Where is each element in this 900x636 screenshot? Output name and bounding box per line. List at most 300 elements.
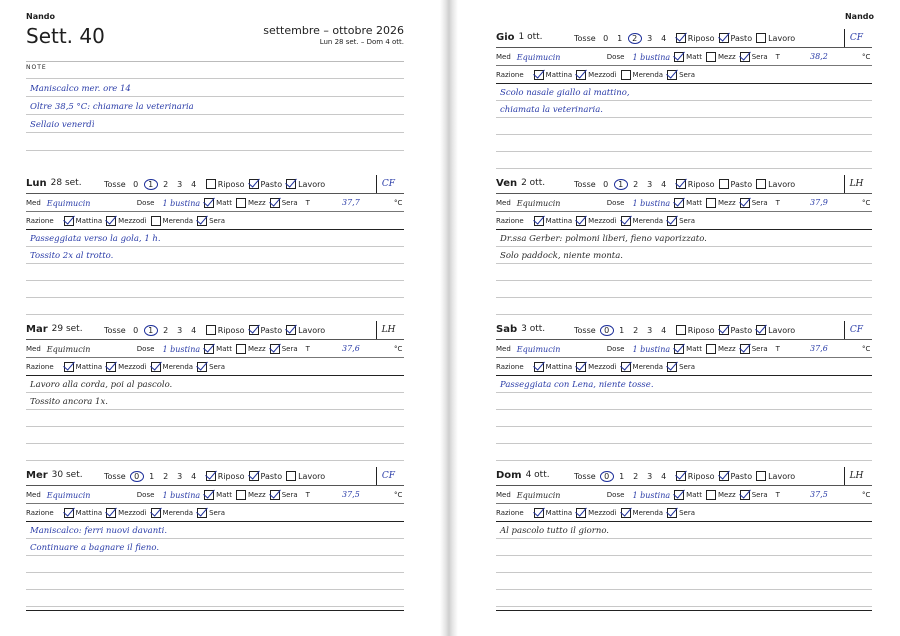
matt-group[interactable] (674, 490, 702, 500)
day-sub-line (26, 211, 404, 212)
cough-level-0: 0 (600, 471, 614, 482)
mezz-label: Mezz (717, 491, 736, 499)
ruled-line (496, 392, 872, 393)
ration-row (496, 69, 699, 81)
sera-checkbox[interactable] (740, 198, 750, 208)
ration-label: Razione (26, 509, 54, 517)
sera-label: Sera (751, 345, 768, 353)
mezz-label: Mezz (247, 491, 266, 499)
merenda-checkbox[interactable] (621, 70, 631, 80)
t-label: T (775, 491, 780, 499)
med-row (496, 489, 780, 501)
ruled-line (496, 572, 872, 573)
mezzodi-checkbox[interactable] (106, 508, 116, 518)
day-header-row (26, 323, 83, 335)
riposo-checkbox[interactable] (676, 471, 686, 481)
t-label: T (775, 53, 780, 61)
cough-row (574, 178, 799, 190)
mattina-group[interactable] (534, 216, 573, 226)
matt-checkbox[interactable] (674, 52, 684, 62)
merenda-group[interactable] (621, 362, 664, 372)
sera-ration-checkbox[interactable] (197, 508, 207, 518)
lavoro-label: Lavoro (768, 325, 796, 335)
matt-label: Matt (216, 199, 232, 207)
riposo-group[interactable] (676, 325, 715, 335)
lavoro-group[interactable] (756, 325, 795, 335)
riposo-checkbox[interactable] (676, 33, 686, 43)
temperature-value: 37,6 (342, 344, 360, 353)
ruled-line (26, 297, 404, 298)
med-label: Med (496, 199, 511, 207)
mezzodi-group[interactable] (576, 70, 616, 80)
page-bottom-line (496, 610, 872, 611)
cough-level-2: 2 (633, 325, 639, 335)
riposo-group[interactable] (676, 33, 715, 43)
merenda-group[interactable] (621, 70, 664, 80)
day-sub-line (26, 339, 404, 340)
mattina-checkbox[interactable] (64, 508, 74, 518)
lavoro-group[interactable] (286, 179, 325, 189)
day-sub-line (496, 357, 872, 358)
dose-value: 1 bustina (162, 490, 201, 500)
matt-label: Matt (686, 199, 702, 207)
pasto-label: Pasto (730, 33, 753, 43)
mezz-group[interactable] (236, 490, 266, 500)
sera-ration-checkbox[interactable] (197, 362, 207, 372)
cough-level-4: 4 (661, 325, 667, 335)
lavoro-checkbox[interactable] (756, 179, 766, 189)
sera-ration-checkbox[interactable] (667, 508, 677, 518)
cough-level-1: 1 (617, 33, 623, 43)
mattina-label: Mattina (545, 363, 573, 371)
lavoro-label: Lavoro (768, 471, 796, 481)
day-header-row (496, 31, 543, 43)
riposo-group[interactable] (676, 179, 715, 189)
sera-ration-group[interactable] (667, 70, 695, 80)
mezz-checkbox[interactable] (236, 490, 246, 500)
mezzodi-checkbox[interactable] (106, 216, 116, 226)
pasto-label: Pasto (260, 471, 283, 481)
med-label: Med (496, 345, 511, 353)
pasto-group[interactable] (249, 179, 283, 189)
sera-ration-checkbox[interactable] (197, 216, 207, 226)
cough-row (574, 32, 799, 44)
week-title: Sett. 40 (26, 24, 105, 48)
mezz-group[interactable] (706, 52, 736, 62)
ration-label: Razione (496, 217, 524, 225)
sera-checkbox[interactable] (740, 52, 750, 62)
matt-checkbox[interactable] (674, 490, 684, 500)
sera-group[interactable] (740, 198, 768, 208)
mezz-group[interactable] (706, 490, 736, 500)
temp-unit: °C (394, 199, 403, 207)
day-name: Sab (496, 323, 518, 335)
cough-level-0: 0 (130, 471, 144, 482)
day-date: 1 ott. (518, 32, 543, 42)
cough-level-0: 0 (133, 179, 139, 189)
t-label: T (305, 345, 310, 353)
day-note: Passeggiata verso la gola, 1 h. (30, 234, 161, 244)
mezzodi-group[interactable] (576, 362, 616, 372)
mattina-checkbox[interactable] (534, 216, 544, 226)
day-header-row (496, 323, 545, 335)
ruled-line (26, 150, 404, 151)
cough-level-2: 2 (163, 179, 169, 189)
med-name: Equimucin (516, 490, 561, 500)
pasto-checkbox[interactable] (719, 33, 729, 43)
day-sub-line (496, 339, 872, 340)
sera-checkbox[interactable] (270, 198, 280, 208)
lavoro-group[interactable] (286, 325, 325, 335)
riposo-checkbox[interactable] (206, 179, 216, 189)
initials-box: LH (844, 175, 868, 193)
lavoro-checkbox[interactable] (286, 325, 296, 335)
ruled-line (496, 117, 872, 118)
merenda-group[interactable] (621, 216, 664, 226)
mezz-checkbox[interactable] (706, 344, 716, 354)
day-ration-line (26, 375, 404, 376)
lavoro-label: Lavoro (298, 471, 326, 481)
page-bottom-line (26, 610, 404, 611)
day-name: Mar (26, 323, 48, 335)
mezz-checkbox[interactable] (236, 198, 246, 208)
mezz-checkbox[interactable] (706, 52, 716, 62)
mattina-checkbox[interactable] (64, 216, 74, 226)
note-text: Sellaio venerdì (30, 120, 95, 130)
matt-group[interactable] (674, 52, 702, 62)
pasto-group[interactable] (249, 471, 283, 481)
merenda-checkbox[interactable] (151, 508, 161, 518)
sera-ration-checkbox[interactable] (667, 216, 677, 226)
mattina-group[interactable] (534, 508, 573, 518)
med-name: Equimucin (516, 344, 561, 354)
ruled-line (496, 409, 872, 410)
riposo-label: Riposo (687, 471, 715, 481)
day-date: 28 set. (50, 178, 82, 188)
day-ration-line (496, 521, 872, 522)
cough-level-1: 1 (149, 471, 155, 481)
matt-group[interactable] (674, 344, 702, 354)
mezzodi-checkbox[interactable] (106, 362, 116, 372)
sera-group[interactable] (740, 344, 768, 354)
pasto-checkbox[interactable] (719, 179, 729, 189)
matt-group[interactable] (204, 344, 232, 354)
day-sub-line (26, 503, 404, 504)
cough-level-1: 1 (144, 325, 158, 336)
ruled-line (26, 132, 404, 133)
pasto-label: Pasto (730, 325, 753, 335)
temperature-value: 37,5 (810, 490, 828, 499)
cough-label: Tosse (104, 471, 126, 481)
cough-row (104, 470, 329, 482)
ruled-line (496, 168, 872, 169)
riposo-label: Riposo (687, 325, 715, 335)
riposo-group[interactable] (206, 471, 245, 481)
left-page (0, 0, 440, 636)
matt-group[interactable] (204, 198, 232, 208)
temperature-value: 37,6 (810, 344, 828, 353)
pasto-group[interactable] (719, 179, 753, 189)
matt-group[interactable] (204, 490, 232, 500)
initials-box: CF (376, 467, 400, 485)
day-note: Lavoro alla corda, poi al pascolo. (30, 380, 173, 390)
temperature-value: 37,9 (810, 198, 828, 207)
ruled-line (26, 409, 404, 410)
ruled-line (496, 297, 872, 298)
med-row (496, 51, 780, 63)
cough-level-3: 3 (647, 179, 653, 189)
day-name: Lun (26, 177, 47, 189)
sera-ration-group[interactable] (667, 362, 695, 372)
dose-label: Dose (136, 345, 155, 353)
cough-row (104, 178, 329, 190)
ration-label: Razione (496, 71, 524, 79)
cough-label: Tosse (574, 325, 596, 335)
mezzodi-checkbox[interactable] (576, 70, 586, 80)
t-label: T (775, 199, 780, 207)
merenda-checkbox[interactable] (151, 216, 161, 226)
pasto-checkbox[interactable] (249, 179, 259, 189)
mezz-group[interactable] (236, 344, 266, 354)
matt-checkbox[interactable] (204, 490, 214, 500)
ruled-line (496, 606, 872, 607)
day-note: chiamata la veterinaria. (500, 105, 603, 115)
mezzodi-label: Mezzodì (588, 217, 617, 225)
mezzodi-group[interactable] (576, 508, 616, 518)
riposo-checkbox[interactable] (206, 471, 216, 481)
matt-checkbox[interactable] (674, 198, 684, 208)
riposo-group[interactable] (676, 471, 715, 481)
cough-level-4: 4 (661, 33, 667, 43)
pasto-checkbox[interactable] (719, 471, 729, 481)
sera-label: Sera (751, 491, 768, 499)
merenda-label: Merenda (632, 509, 664, 517)
med-label: Med (26, 491, 41, 499)
merenda-group[interactable] (151, 216, 194, 226)
ruled-line (496, 246, 872, 247)
mattina-group[interactable] (534, 362, 573, 372)
merenda-checkbox[interactable] (621, 216, 631, 226)
matt-checkbox[interactable] (204, 344, 214, 354)
cough-label: Tosse (574, 179, 596, 189)
sera-group[interactable] (740, 52, 768, 62)
riposo-checkbox[interactable] (676, 325, 686, 335)
riposo-group[interactable] (206, 325, 245, 335)
day-header-row (496, 177, 545, 189)
lavoro-checkbox[interactable] (756, 325, 766, 335)
pasto-group[interactable] (719, 33, 753, 43)
day-name: Dom (496, 469, 522, 481)
lavoro-checkbox[interactable] (756, 471, 766, 481)
sera-group[interactable] (270, 490, 298, 500)
day-date: 30 set. (51, 470, 83, 480)
merenda-label: Merenda (632, 217, 664, 225)
mezzodi-group[interactable] (106, 362, 146, 372)
lavoro-checkbox[interactable] (286, 471, 296, 481)
mezz-checkbox[interactable] (236, 344, 246, 354)
mezz-group[interactable] (706, 344, 736, 354)
mezzodi-group[interactable] (576, 216, 616, 226)
initials-box: LH (376, 321, 400, 339)
pasto-checkbox[interactable] (249, 471, 259, 481)
med-row (496, 197, 780, 209)
ruled-line (496, 314, 872, 315)
pasto-checkbox[interactable] (719, 325, 729, 335)
sera-ration-checkbox[interactable] (667, 70, 677, 80)
mezzodi-label: Mezzodì (118, 217, 147, 225)
ruled-line (496, 443, 872, 444)
mezzodi-checkbox[interactable] (576, 362, 586, 372)
sera-ration-group[interactable] (667, 508, 695, 518)
ruled-line (496, 426, 872, 427)
mattina-checkbox[interactable] (534, 362, 544, 372)
med-label: Med (496, 53, 511, 61)
day-ration-line (496, 83, 872, 84)
cough-level-4: 4 (191, 471, 197, 481)
pasto-group[interactable] (249, 325, 283, 335)
day-note: Passeggiata con Lena, niente tosse. (500, 380, 654, 390)
cough-level-2: 2 (633, 179, 639, 189)
mattina-label: Mattina (75, 363, 103, 371)
dose-value: 1 bustina (162, 198, 201, 208)
dose-label: Dose (606, 53, 625, 61)
horse-name: Nando (26, 12, 56, 21)
mattina-checkbox[interactable] (64, 362, 74, 372)
dose-value: 1 bustina (632, 52, 671, 62)
sera-checkbox[interactable] (740, 490, 750, 500)
sera-checkbox[interactable] (270, 490, 280, 500)
mezzodi-checkbox[interactable] (576, 216, 586, 226)
ration-row (26, 361, 229, 373)
lavoro-group[interactable] (286, 471, 325, 481)
day-sub-line (26, 485, 404, 486)
med-name: Equimucin (46, 490, 91, 500)
mezzodi-group[interactable] (106, 216, 146, 226)
lavoro-group[interactable] (756, 33, 795, 43)
merenda-label: Merenda (162, 363, 194, 371)
matt-label: Matt (216, 491, 232, 499)
lavoro-group[interactable] (756, 471, 795, 481)
cough-level-2: 2 (628, 33, 642, 44)
day-note: Tossito ancora 1x. (30, 397, 108, 407)
lavoro-checkbox[interactable] (756, 33, 766, 43)
riposo-label: Riposo (217, 471, 245, 481)
dose-label: Dose (136, 491, 155, 499)
temperature-value: 38,2 (810, 52, 828, 61)
mezzodi-group[interactable] (106, 508, 146, 518)
mattina-group[interactable] (64, 508, 103, 518)
mezz-group[interactable] (706, 198, 736, 208)
ration-label: Razione (26, 363, 54, 371)
merenda-checkbox[interactable] (621, 362, 631, 372)
sera-group[interactable] (270, 198, 298, 208)
ruled-line (496, 555, 872, 556)
sera-ration-group[interactable] (197, 216, 225, 226)
lavoro-group[interactable] (756, 179, 795, 189)
mezzodi-label: Mezzodì (118, 509, 147, 517)
day-name: Gio (496, 31, 515, 43)
temp-unit: °C (394, 345, 403, 353)
riposo-checkbox[interactable] (676, 179, 686, 189)
lavoro-checkbox[interactable] (286, 179, 296, 189)
sera-checkbox[interactable] (740, 344, 750, 354)
sera-ration-checkbox[interactable] (667, 362, 677, 372)
merenda-checkbox[interactable] (151, 362, 161, 372)
mezzodi-label: Mezzodì (588, 71, 617, 79)
day-note: Tossito 2x al trotto. (30, 251, 114, 261)
sera-ration-label: Sera (679, 71, 695, 79)
cough-row (574, 470, 799, 482)
cough-level-2: 2 (163, 325, 169, 335)
sera-ration-group[interactable] (197, 362, 225, 372)
sera-ration-group[interactable] (667, 216, 695, 226)
mattina-label: Mattina (75, 509, 103, 517)
mattina-checkbox[interactable] (534, 508, 544, 518)
lavoro-label: Lavoro (768, 33, 796, 43)
matt-checkbox[interactable] (674, 344, 684, 354)
initials-box: CF (844, 29, 868, 47)
mattina-group[interactable] (534, 70, 573, 80)
day-sub-line (496, 503, 872, 504)
ruled-line (496, 134, 872, 135)
mattina-group[interactable] (64, 216, 103, 226)
ruled-line (496, 589, 872, 590)
mattina-checkbox[interactable] (534, 70, 544, 80)
merenda-checkbox[interactable] (621, 508, 631, 518)
sera-label: Sera (281, 345, 298, 353)
riposo-label: Riposo (217, 179, 245, 189)
med-label: Med (26, 199, 41, 207)
merenda-label: Merenda (162, 509, 194, 517)
riposo-checkbox[interactable] (206, 325, 216, 335)
merenda-group[interactable] (621, 508, 664, 518)
day-header-row (26, 177, 82, 189)
mattina-group[interactable] (64, 362, 103, 372)
sera-checkbox[interactable] (270, 344, 280, 354)
mezz-checkbox[interactable] (706, 198, 716, 208)
cough-label: Tosse (104, 179, 126, 189)
ruled-line (26, 78, 404, 79)
cough-level-2: 2 (163, 471, 169, 481)
mezzodi-checkbox[interactable] (576, 508, 586, 518)
matt-group[interactable] (674, 198, 702, 208)
initials-box: CF (844, 321, 868, 339)
mezz-label: Mezz (247, 199, 266, 207)
sera-ration-group[interactable] (197, 508, 225, 518)
lavoro-label: Lavoro (298, 325, 326, 335)
med-label: Med (26, 345, 41, 353)
mezz-label: Mezz (717, 345, 736, 353)
day-note: Continuare a bagnare il fieno. (30, 543, 160, 553)
cough-level-0: 0 (603, 179, 609, 189)
pasto-group[interactable] (719, 471, 753, 481)
sera-group[interactable] (740, 490, 768, 500)
med-name: Equimucin (516, 52, 561, 62)
riposo-group[interactable] (206, 179, 245, 189)
pasto-group[interactable] (719, 325, 753, 335)
mattina-label: Mattina (545, 509, 573, 517)
merenda-group[interactable] (151, 362, 194, 372)
matt-checkbox[interactable] (204, 198, 214, 208)
merenda-group[interactable] (151, 508, 194, 518)
mezz-group[interactable] (236, 198, 266, 208)
pasto-checkbox[interactable] (249, 325, 259, 335)
mezz-checkbox[interactable] (706, 490, 716, 500)
sera-group[interactable] (270, 344, 298, 354)
day-name: Ven (496, 177, 518, 189)
initials-box: CF (376, 175, 400, 193)
dose-value: 1 bustina (632, 490, 671, 500)
